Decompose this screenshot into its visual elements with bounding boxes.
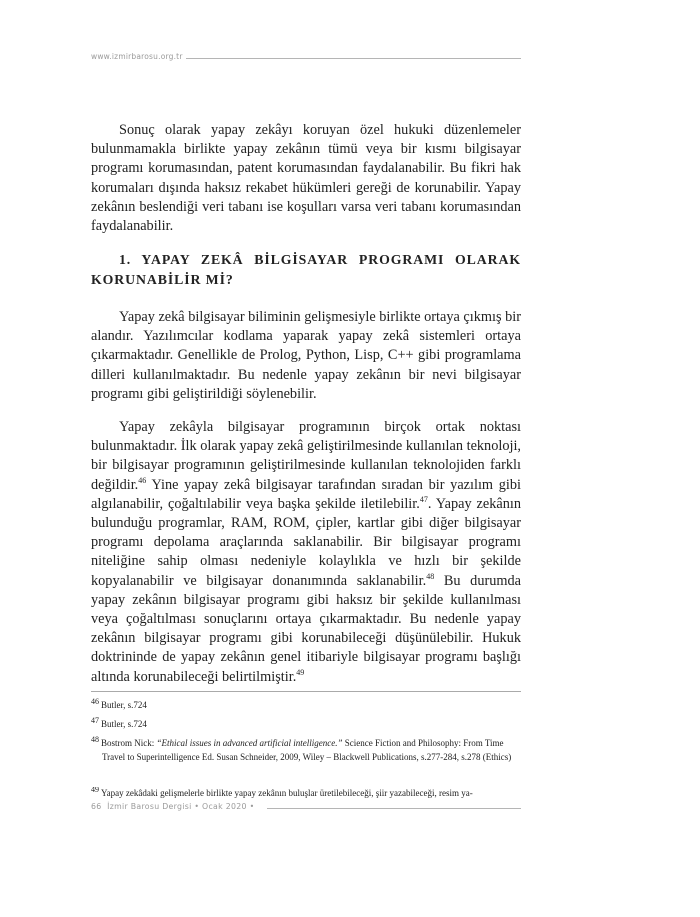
footer-rule (267, 808, 521, 809)
footnote-ref-47[interactable]: 47 (419, 495, 428, 505)
footer-text (91, 802, 258, 811)
footnote-ref-46[interactable]: 46 (138, 475, 147, 485)
header-rule (179, 58, 521, 59)
footer-separator-2: • (249, 802, 255, 811)
footnote-divider (91, 691, 521, 692)
paragraph-3-part-b: Yine yapay zekâ bilgisayar tarafından sıradan bir yazılım gibi algılanabilir, çoğaltılabilir veya başka şekilde iletilebilir. (91, 476, 521, 512)
footnote-47 (91, 718, 521, 731)
paragraph-2-text: Yapay zekâ bilgisayar biliminin gelişmesiyle birlikte ortaya çıkmış bir alandır. Yazılımcılar kodlama yaparak yapay zekâ sistemleri ortaya çıkarmaktadır. Genellikle de Prolog, Python, Lisp, C++ gibi programlama dilleri kullanılmaktadır. Bu nedenle yapay zekânın bir nevi bilgisayar programı gibi geliştirildiği söylenebilir. (91, 309, 521, 402)
footnote-title-italic: “Ethical issues in advanced artificial intelligence.” (156, 738, 343, 749)
paragraph-2 (91, 308, 521, 404)
paragraph-3 (91, 418, 521, 687)
footnote-number: 48 (91, 735, 99, 745)
footnote-text: Butler, s.724 (101, 719, 147, 730)
footnote-number: 47 (91, 716, 99, 726)
section-heading (91, 250, 521, 289)
footer-separator-1: • (194, 802, 200, 811)
section-title: YAPAY ZEKÂ BİLGİSAYAR PROGRAMI OLARAK KORUNABİLİR Mİ? (91, 252, 521, 287)
page-footer (91, 802, 521, 816)
paragraph-1 (91, 121, 521, 236)
paragraph-3-part-c: . Yapay zekânın bulunduğu programlar, RAM, ROM, çipler, kartlar gibi diğer bilgisayar programı depolama araçlarında saklanabilir. Bir bilgisayar programı niteliğine sahip olması nedeniyle kolaylıkla ve hızlı bir şekilde kopyalanabilir ve bilgisayar donanımında saklanabilir. (91, 495, 522, 589)
paragraph-3-text (91, 418, 521, 687)
page-header (91, 52, 521, 66)
footnotes (91, 697, 521, 798)
footnote-text-pre: Bostrom Nick: (101, 738, 157, 749)
footnote-ref-48[interactable]: 48 (426, 571, 435, 581)
issue-date: Ocak 2020 (202, 802, 247, 811)
footnote-49 (91, 787, 521, 800)
section-number: 1. (119, 252, 132, 267)
footnote-text: Yapay zekâdaki gelişmelerle birlikte yapay zekânın buluşlar üretilebileceği, şiir yazabileceği, resim ya- (101, 788, 473, 798)
footnote-48 (91, 737, 521, 763)
footnote-number: 46 (91, 697, 99, 706)
footnote-text: Butler, s.724 (101, 700, 147, 710)
footnote-text-post: Science Fiction and Philosophy: From Time Travel to Superintelligence Ed. Susan Schneider, 2009, Wiley – Blackwell Publications, s.277-284, s.278 (Ethics) (102, 738, 512, 762)
footnote-ref-49[interactable]: 49 (296, 667, 305, 677)
paragraph-1-text: Sonuç olarak yapay zekâyı koruyan özel hukuki düzenlemeler bulunmamakla birlikte yapay zekânın tümü veya bir kısmı bilgisayar programı korumasından, patent korumasından faydalanabilir. Bu fikri hak korumaları dışında haksız rekabet hükümleri gereği de korunabilir. Yapay zekânın beslendiği veri tabanı ise koşulları varsa veri tabanı korumasından faydalanabilir. (91, 122, 521, 235)
footnote-number: 49 (91, 787, 99, 794)
header-url[interactable]: www.izmirbarosu.org.tr (91, 52, 186, 61)
paragraph-3-part-a: Yapay zekâyla bilgisayar programının birçok ortak noktası bulunmaktadır. İlk olarak yapay zekâ geliştirilmesinde kullanılan teknoloji, bir bilgisayar programının geliştirilmesinde kullanılan teknolojiden farklı değildir. (91, 419, 521, 493)
footnote-46 (91, 699, 521, 712)
page-number: 66 (91, 802, 102, 811)
journal-name: İzmir Barosu Dergisi (107, 802, 192, 811)
paragraph-3-part-d: Bu durumda yapay zekânın bilgisayar programı gibi haksız bir şekilde kullanılması veya çoğaltılması sonuçlarını ortaya çıkarmaktadır. Bu nedenle yapay zekânın bilgisayar programı gibi korunabileceği düşünülebilir. Hukuk doktrininde de yapay zekânın genel itibariyle bilgisayar programı başlığı altında korunabileceği belirtilmiştir. (91, 572, 521, 685)
